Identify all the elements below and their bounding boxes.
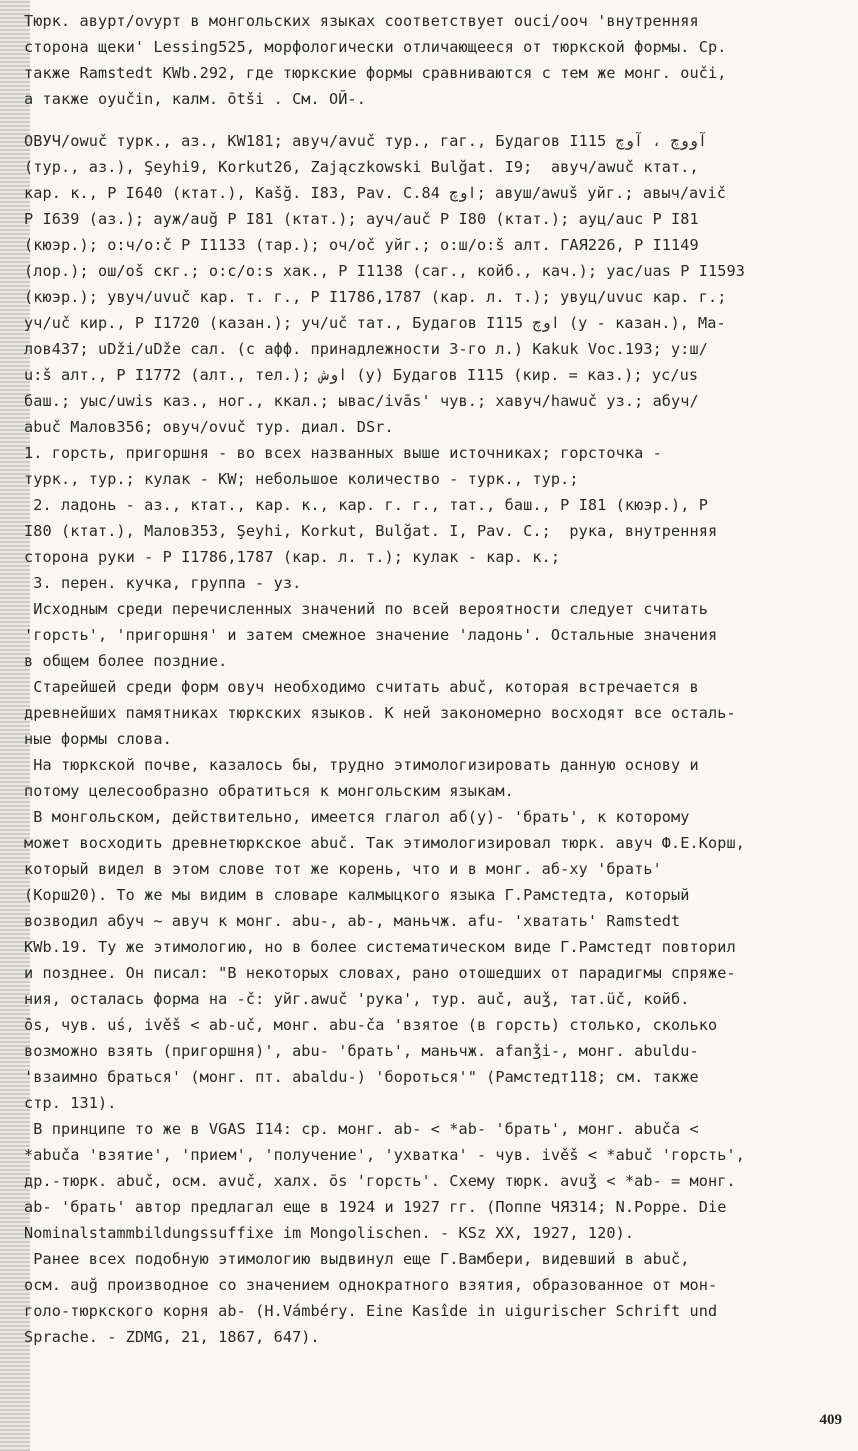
text-line: 1. горсть, пригоршня - во всех названных выше источниках; горсточка - — [24, 444, 662, 462]
text-line: (кюэр.); о:ч/o:č P I1133 (тар.); оч/oč уйг.; о:ш/o:š алт. ГАЯ226, P I1149 — [24, 236, 699, 254]
text-line: стр. 131). — [24, 1094, 117, 1112]
text-line: (Корш20). То же мы видим в словаре калмыцкого языка Г.Рамстедта, который — [24, 886, 690, 904]
text-line: 'горсть', 'пригоршня' и затем смежное значение 'ладонь'. Остальные значения — [24, 626, 718, 644]
discussion-2 — [24, 674, 850, 752]
text-line: 3. перен. кучка, группа - уз. — [24, 574, 302, 592]
document-text — [24, 8, 850, 1350]
text-line: а также oyučin, калм. ōtši . См. ОЙ-. — [24, 90, 367, 108]
text-line: который видел в этом слове тот же корень, что и в монг. аб-ху 'брать' — [24, 860, 662, 878]
text-line: На тюркской почве, казалось бы, трудно этимологизировать данную основу и — [24, 756, 699, 774]
text-line: (лор.); ош/oš скг.; о:с/o:s хак., P I1138 (саг., койб., кач.); уас/uas P I1593 — [24, 262, 746, 280]
text-line: может восходить древнетюркское abuč. Так этимологизировал тюрк. авуч Ф.Е.Корш, — [24, 834, 746, 852]
text-line: турк., тур.; кулак - KW; небольшое количество - турк., тур.; — [24, 470, 579, 488]
discussion-1 — [24, 596, 850, 674]
text-line: Nominalstammbildungssuffixe im Mongolischen. - KSz XX, 1927, 120). — [24, 1224, 635, 1242]
text-line: баш.; уыс/uwis каз., ног., ккал.; ывас/ivās' чув.; хавуч/hawuč уз.; абуч/ — [24, 392, 699, 410]
discussion-5 — [24, 1116, 850, 1246]
paragraph-gap — [24, 112, 850, 128]
entry-forms-paragraph — [24, 128, 850, 440]
text-line: ab- 'брать' автор предлагал еще в 1924 и 1927 гг. (Поппе ЧЯ314; N.Poppe. Die — [24, 1198, 727, 1216]
text-line: кар. к., P I640 (ктат.), Kašğ. I83, Pav. C.84 اوچ; авуш/awuš уйг.; авыч/avič — [24, 184, 727, 202]
discussion-6 — [24, 1246, 850, 1350]
text-line: уч/uč кир., P I1720 (казан.); уч/uč тат., Будагов I115 اوچ (у - казан.), Ма- — [24, 314, 726, 332]
text-line: сторона щеки' Lessing525, морфологически отличающееся от тюркской формы. Ср. — [24, 38, 727, 56]
text-line: Исходным среди перечисленных значений по всей вероятности следует считать — [24, 600, 709, 618]
intro-paragraph — [24, 8, 850, 112]
text-line: осм. auğ производное со значением однократного взятия, образованное от мон- — [24, 1276, 718, 1294]
text-line: P I639 (аз.); ауж/auğ P I81 (ктат.); ауч/auč P I80 (ктат.); ауц/auc P I81 — [24, 210, 699, 228]
discussion-3 — [24, 752, 850, 804]
text-line: (тур., аз.), Şeyhi9, Korkut26, Zajączkowski Bulğat. I9; авуч/awuč ктат., — [24, 158, 699, 176]
text-line: и позднее. Он писал: "В некоторых словах, рано отошедших от парадигмы спряже- — [24, 964, 736, 982]
text-line: др.-тюрк. abuč, осм. avuč, халх. ōs 'горсть'. Схему тюрк. avuǯ < *ab- = монг. — [24, 1172, 736, 1190]
text-line: ОВУЧ/owuč турк., аз., KW181; авуч/avuč тур., гаг., Будагов I115 آووچ ، آوچ — [24, 132, 708, 150]
text-line: *abuča 'взятие', 'прием', 'получение', 'ухватка' - чув. ivěš < *abuč 'горсть', — [24, 1146, 746, 1164]
discussion-4 — [24, 804, 850, 1116]
meaning-1 — [24, 440, 850, 492]
text-line: (кюэр.); увуч/uvuč кар. т. г., P I1786,1787 (кар. л. т.); увуц/uvuc кар. г.; — [24, 288, 727, 306]
text-line: голо-тюркского корня ab- (H.Vámbéry. Eine Kasîde in uigurischer Schrift und — [24, 1302, 718, 1320]
meaning-2 — [24, 492, 850, 570]
text-line: лов437; uDži/uDže сал. (с афф. принадлежности 3-го л.) Kakuk Voc.193; у:ш/ — [24, 340, 709, 358]
text-line: 2. ладонь - аз., ктат., кар. к., кар. г. г., тат., баш., P I81 (кюэр.), P — [24, 496, 709, 514]
text-line: потому целесообразно обратиться к монгольским языкам. — [24, 782, 514, 800]
text-line: ния, осталась форма на -č: уйг.awuč 'рука', тур. auč, auǯ, тат.üč, койб. — [24, 990, 690, 1008]
text-line: 'взаимно браться' (монг. пт. abaldu-) 'бороться'" (Рамстедт118; см. также — [24, 1068, 699, 1086]
text-line: Тюрк. авурт/оѵурт в монгольских языках соответствует ouci/ооч 'внутренняя — [24, 12, 699, 30]
text-line: ōs, чув. uś, ivěš < ab-uč, монг. abu-ča 'взятое (в горсть) столько, сколько — [24, 1016, 718, 1034]
text-line: также Ramstedt KWb.292, где тюркские формы сравниваются с тем же монг. ouči, — [24, 64, 727, 82]
meaning-3 — [24, 570, 850, 596]
text-line: ные формы слова. — [24, 730, 172, 748]
text-line: в общем более поздние. — [24, 652, 228, 670]
text-line: abuč Малов356; овуч/ovuč тур. диал. DSr. — [24, 418, 394, 436]
text-line: Sprache. - ZDMG, 21, 1867, 647). — [24, 1328, 320, 1346]
text-line: В монгольском, действительно, имеется глагол аб(у)- 'брать', к которому — [24, 808, 690, 826]
text-line: Ранее всех подобную этимологию выдвинул еще Г.Вамбери, видевший в abuč, — [24, 1250, 690, 1268]
text-line: Старейшей среди форм овуч необходимо считать abuč, которая встречается в — [24, 678, 699, 696]
text-line: В принципе то же в VGAS I14: ср. монг. ab- < *ab- 'брать', монг. abuča < — [24, 1120, 699, 1138]
text-line: возводил абуч ~ авуч к монг. abu-, ab-, маньчж. afu- 'хватать' Ramstedt — [24, 912, 681, 930]
page-number: 409 — [819, 1412, 842, 1428]
text-line: KWb.19. Ту же этимологию, но в более систематическом виде Г.Рамстедт повторил — [24, 938, 736, 956]
text-line: возможно взять (пригоршня)', abu- 'брать', маньчж. afanǯi-, монг. abuldu- — [24, 1042, 699, 1060]
text-line: сторона руки - P I1786,1787 (кар. л. т.); кулак - кар. к.; — [24, 548, 561, 566]
text-line: древнейших памятниках тюркских языков. К ней закономерно восходят все осталь- — [24, 704, 736, 722]
text-line: I80 (ктат.), Малов353, Şeyhi, Korkut, Bulğat. I, Pav. C.; рука, внутренняя — [24, 522, 718, 540]
text-line: u:š алт., P I1772 (алт., тел.); اوش (у) Будагов I115 (кир. = каз.); ус/us — [24, 366, 699, 384]
